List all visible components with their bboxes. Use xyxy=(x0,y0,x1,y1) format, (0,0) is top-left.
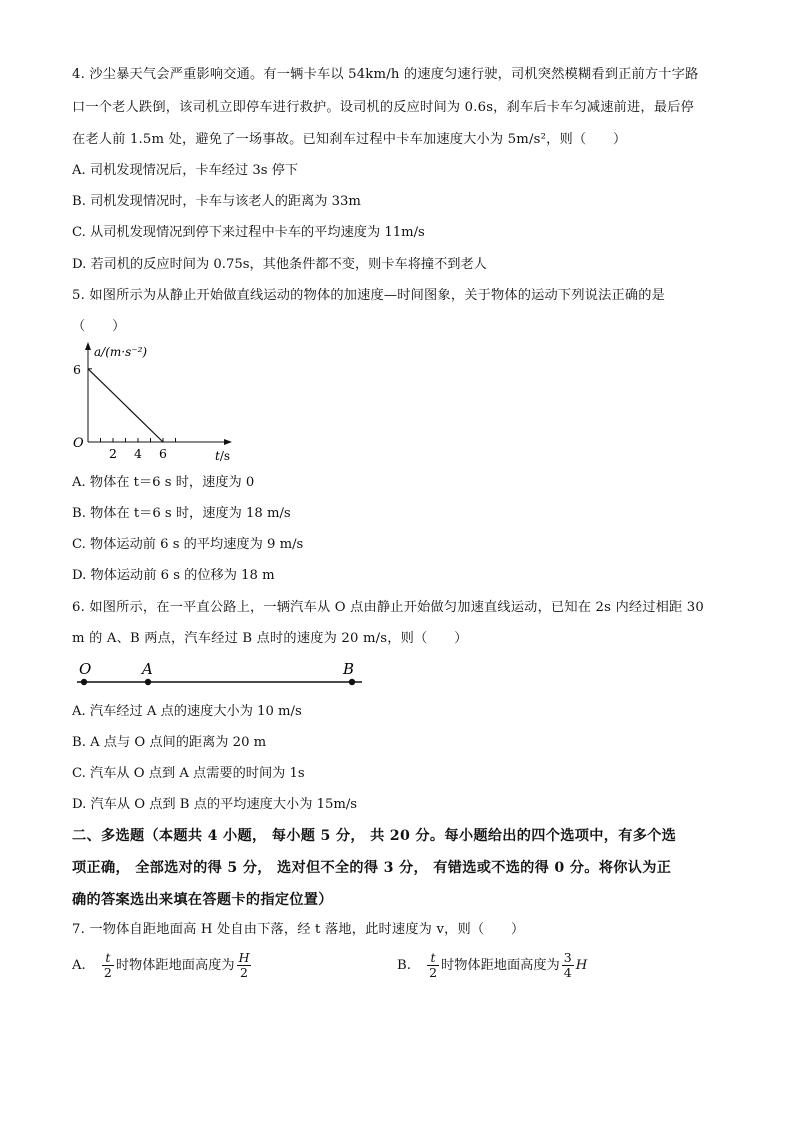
q5-stem-line1: 5. 如图所示为从静止开始做直线运动的物体的加速度—时间图象，关于物体的运动下列说法正确的是 xyxy=(72,288,666,303)
q6-option-b: B. A 点与 O 点间的距离为 20 m xyxy=(72,735,267,750)
q7-option-b-fraction-height: $\frac{3}{4}$ xyxy=(563,950,572,980)
q6-option-d: D. 汽车从 O 点到 B 点的平均速度大小为 15m/s xyxy=(72,797,358,812)
q4-stem-line3: 在老人前 1.5m 处，避免了一场事故。已知刹车过程中卡车加速度大小为 5m/s²，则（ ） xyxy=(72,132,627,147)
point-a-label: A xyxy=(142,660,153,678)
q7-option-b-prefix: B. xyxy=(397,958,411,973)
q7-option-b-text: 时物体距地面高度为 xyxy=(441,958,560,973)
q4-option-c: C. 从司机发现情况到停下来过程中卡车的平均速度为 11m/s xyxy=(72,225,425,240)
q4-option-b: B. 司机发现情况时，卡车与该老人的距离为 33m xyxy=(72,194,361,209)
q5-option-d: D. 物体运动前 6 s 的位移为 18 m xyxy=(72,568,275,583)
q6-stem-line1: 6. 如图所示，在一平直公路上，一辆汽车从 O 点由静止开始做匀加速直线运动，已知在 2s 内经过相距 30 xyxy=(72,600,704,615)
q7-option-b-suffix: H xyxy=(575,958,588,973)
q4-option-d: D. 若司机的反应时间为 0.75s，其他条件都不变，则卡车将撞不到老人 xyxy=(72,257,487,272)
q5-option-c: C. 物体运动前 6 s 的平均速度为 9 m/s xyxy=(72,537,304,552)
point-o-label: O xyxy=(79,660,92,678)
x-tick-label-4: 4 xyxy=(134,446,142,461)
q4-option-a: A. 司机发现情况后，卡车经过 3s 停下 xyxy=(72,163,299,178)
origin-label: O xyxy=(73,436,84,451)
q7-option-a-prefix: A. xyxy=(72,958,86,973)
section2-heading-line2: 项正确， 全部选对的得 5 分， 选对但不全的得 3 分， 有错选或不选的得 0 分。将你认为正 xyxy=(72,860,672,876)
q5-option-b: B. 物体在 t＝6 s 时，速度为 18 m/s xyxy=(72,506,291,521)
q7-option-a xyxy=(72,950,253,982)
point-o-dot xyxy=(81,679,87,685)
x-tick-label-2: 2 xyxy=(109,446,117,461)
q6-option-a: A. 汽车经过 A 点的速度大小为 10 m/s xyxy=(72,704,302,719)
y-tick-label: 6 xyxy=(73,362,81,377)
point-b-dot xyxy=(349,679,355,685)
x-tick-label-6: 6 xyxy=(159,446,167,461)
q4-stem-line1: 4. 沙尘暴天气会严重影响交通。有一辆卡车以 54km/h 的速度匀速行驶，司机突然模糊看到正前方十字路 xyxy=(72,67,699,82)
y-axis-label: a/(m·s⁻²) xyxy=(94,345,148,359)
q5-option-a: A. 物体在 t＝6 s 时，速度为 0 xyxy=(72,475,255,490)
q7-stem: 7. 一物体自距地面高 H 处自由下落，经 t 落地，此时速度为 v，则（ ） xyxy=(72,922,525,937)
point-a-dot xyxy=(145,679,151,685)
point-b-label: B xyxy=(343,660,355,678)
q6-stem-line2: m 的 A、B 两点，汽车经过 B 点时的速度为 20 m/s，则（ ） xyxy=(72,631,468,646)
q7-option-a-fraction-time: $\frac{t}{2}$ xyxy=(103,950,112,980)
x-axis-arrow xyxy=(224,439,232,445)
acceleration-time-graph xyxy=(68,338,238,466)
q7-option-a-fraction-height: $\frac{H}{2}$ xyxy=(238,950,250,980)
q5-stem-line2: （ ） xyxy=(72,319,126,334)
q7-option-a-text: 时物体距地面高度为 xyxy=(115,958,235,973)
q7-option-b xyxy=(397,950,587,982)
series-line xyxy=(88,369,163,442)
q7-option-b-fraction-time: $\frac{t}{2}$ xyxy=(429,950,438,980)
q4-stem-line2: 口一个老人跌倒，该司机立即停车进行救护。设司机的反应时间为 0.6s，刹车后卡车匀减速前进，最后停 xyxy=(72,100,694,115)
section2-heading-line1: 二、多选题（本题共 4 小题， 每小题 5 分， 共 20 分。每小题给出的四个选项中，有多个选 xyxy=(72,828,677,844)
y-axis-arrow xyxy=(85,342,91,350)
section2-heading-line3: 确的答案选出来填在答题卡的指定位置） xyxy=(72,892,333,908)
road-diagram xyxy=(72,658,372,692)
x-axis-label: t/s xyxy=(215,449,231,463)
q6-option-c: C. 汽车从 O 点到 A 点需要的时间为 1s xyxy=(72,766,305,781)
